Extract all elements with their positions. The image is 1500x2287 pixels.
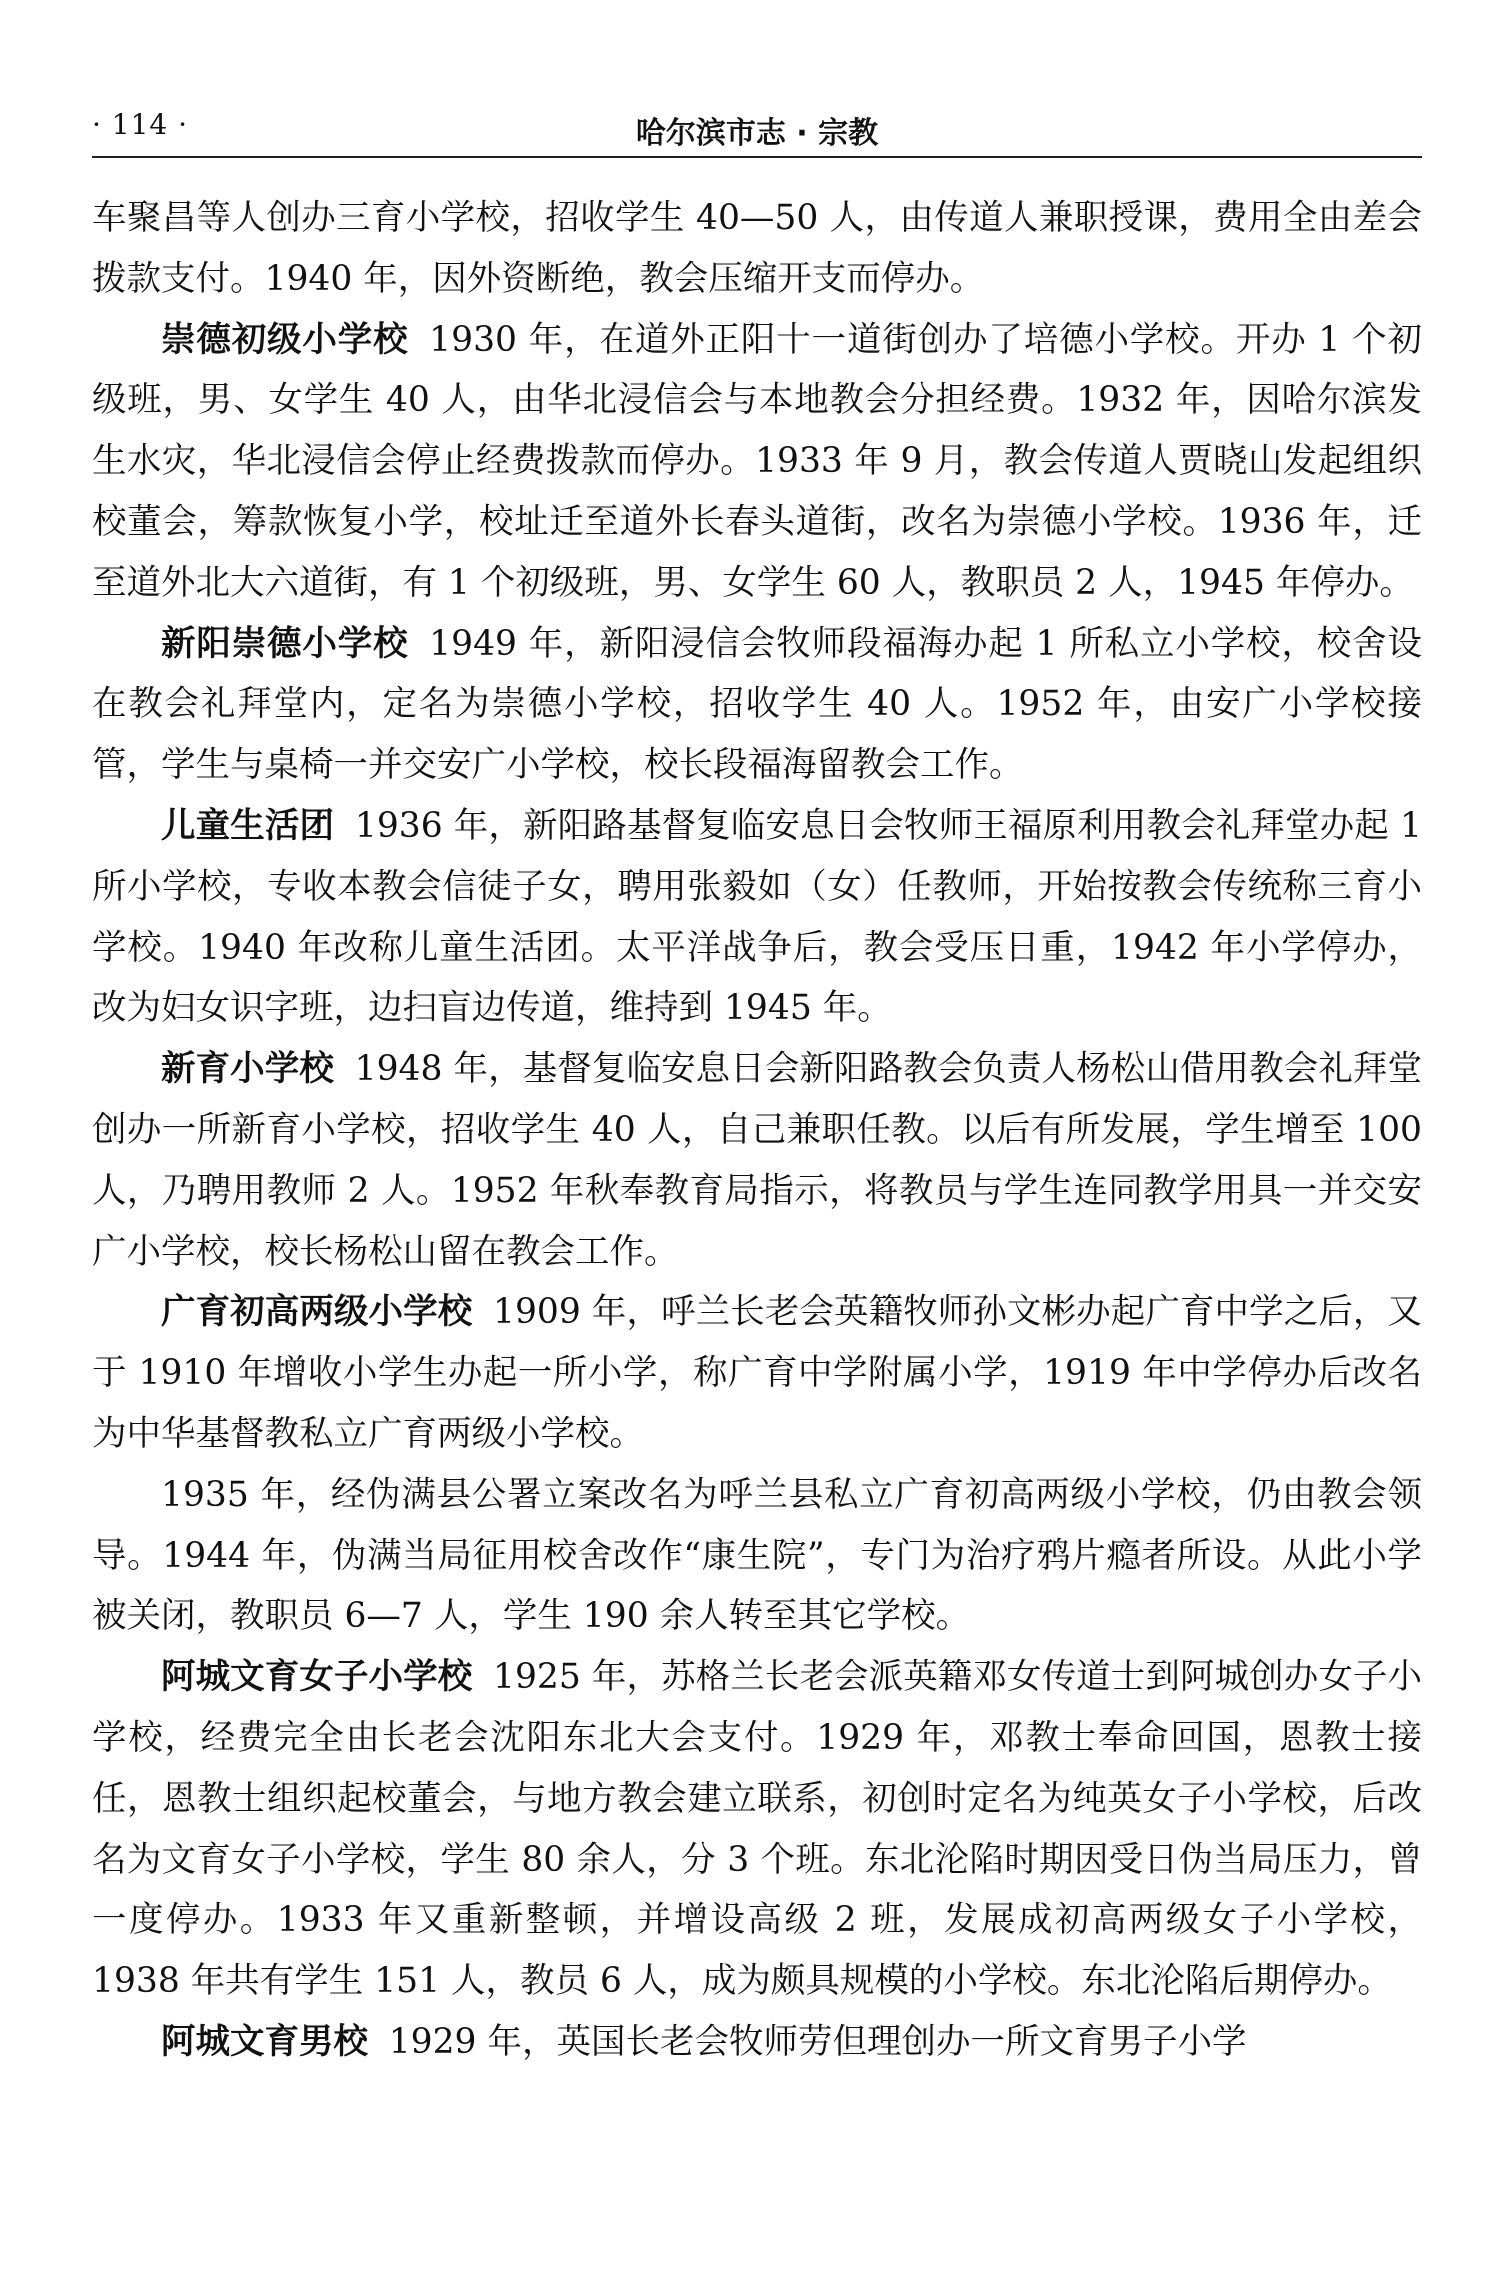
section-heading: 阿城文育女子小学校: [161, 1657, 473, 1698]
paragraph-text: 1925 年，苏格兰长老会派英籍邓女传道士到阿城创办女子小学校，经费完全由长老会沈阳东北大会支付。1929 年，邓教士奉命回国，恩教士接任，恩教士组织起校董会，与地方教会建立联系，初创时定名为纯英女子小学校，后改名为文育女子小学校，学生 80 余人，分 3 个班。东北沦陷时期因受日伪当局压力，曾一度停办。1933 年又重新整顿，并增设高级 2 班，发展成初高两级女子小学校，1938 年共有学生 151 人，教员 6 人，成为颇具规模的小学校。东北沦陷后期停办。: [92, 1657, 1423, 2002]
header-rule: [92, 156, 1422, 158]
paragraph: [92, 1465, 1422, 1647]
paragraph-text: 1935 年，经伪满县公署立案改名为呼兰县私立广育初高两级小学校，仍由教会领导。1944 年，伪满当局征用校舍改作“康生院”，专门为治疗鸦片瘾者所设。从此小学被关闭，教职员 6—7 人，学生 190 余人转至其它学校。: [92, 1474, 1422, 1637]
paragraph: [92, 796, 1422, 1039]
section-heading: 广育初高两级小学校: [161, 1292, 473, 1333]
paragraph-text: 1909 年，呼兰长老会英籍牧师孙文彬办起广育中学之后，又于 1910 年增收小学生办起一所小学，称广育中学附属小学，1919 年中学停办后改名为中华基督教私立广育两级小学校。: [92, 1292, 1423, 1454]
paragraph: [92, 1039, 1422, 1282]
paragraph: [92, 2012, 1422, 2073]
paragraph: [92, 614, 1422, 796]
body-text: [92, 188, 1422, 2073]
page-number: · 114 ·: [92, 108, 189, 141]
paragraph: [92, 188, 1422, 310]
paragraph-text: 车聚昌等人创办三育小学校，招收学生 40—50 人，由传道人兼职授课，费用全由差会拨款支付。1940 年，因外资断绝，教会压缩开支而停办。: [92, 198, 1422, 299]
section-heading: 崇德初级小学校: [161, 319, 409, 360]
paragraph-text: 1948 年，基督复临安息日会新阳路教会负责人杨松山借用教会礼拜堂创办一所新育小学校，招收学生 40 人，自己兼职任教。以后有所发展，学生增至 100 人，乃聘用教师 2 人。1952 年秋奉教育局指示，将教员与学生连同教学用具一并交安广小学校，校长杨松山留在教会工作。: [92, 1049, 1423, 1272]
paragraph: [92, 310, 1422, 614]
paragraph-text: 1930 年，在道外正阳十一道街创办了培德小学校。开办 1 个初级班，男、女学生 40 人，由华北浸信会与本地教会分担经费。1932 年，因哈尔滨发生水灾，华北浸信会停止经费拨款而停办。1933 年 9 月，教会传道人贾晓山发起组织校董会，筹款恢复小学，校址迁至道外长春头道街，改名为崇德小学校。1936 年，迁至道外北大六道街，有 1 个初级班，男、女学生 60 人，教职员 2 人，1945 年停办。: [92, 319, 1423, 603]
paragraph-text: 1949 年，新阳浸信会牧师段福海办起 1 所私立小学校，校舍设在教会礼拜堂内，定名为崇德小学校，招收学生 40 人。1952 年，由安广小学校接管，学生与桌椅一并交安广小学校，校长段福海留教会工作。: [92, 623, 1423, 786]
section-heading: 儿童生活团: [161, 805, 335, 846]
page-header: [92, 108, 1422, 152]
running-title: 哈尔滨市志 · 宗教: [635, 116, 879, 151]
paragraph: [92, 1282, 1422, 1464]
section-heading: 新育小学校: [161, 1049, 334, 1090]
section-heading: 阿城文育男校: [161, 2021, 368, 2062]
paragraph: [92, 1647, 1422, 2012]
paragraph-text: 1929 年，英国长老会牧师劳但理创办一所文育男子小学: [388, 2021, 1247, 2062]
paragraph-text: 1936 年，新阳路基督复临安息日会牧师王福原利用教会礼拜堂办起 1 所小学校，专收本教会信徒子女，聘用张毅如（女）任教师，开始按教会传统称三育小学校。1940 年改称儿童生活团。太平洋战争后，教会受压日重，1942 年小学停办，改为妇女识字班，边扫盲边传道，维持到 1945 年。: [92, 805, 1422, 1029]
section-heading: 新阳崇德小学校: [161, 623, 409, 664]
